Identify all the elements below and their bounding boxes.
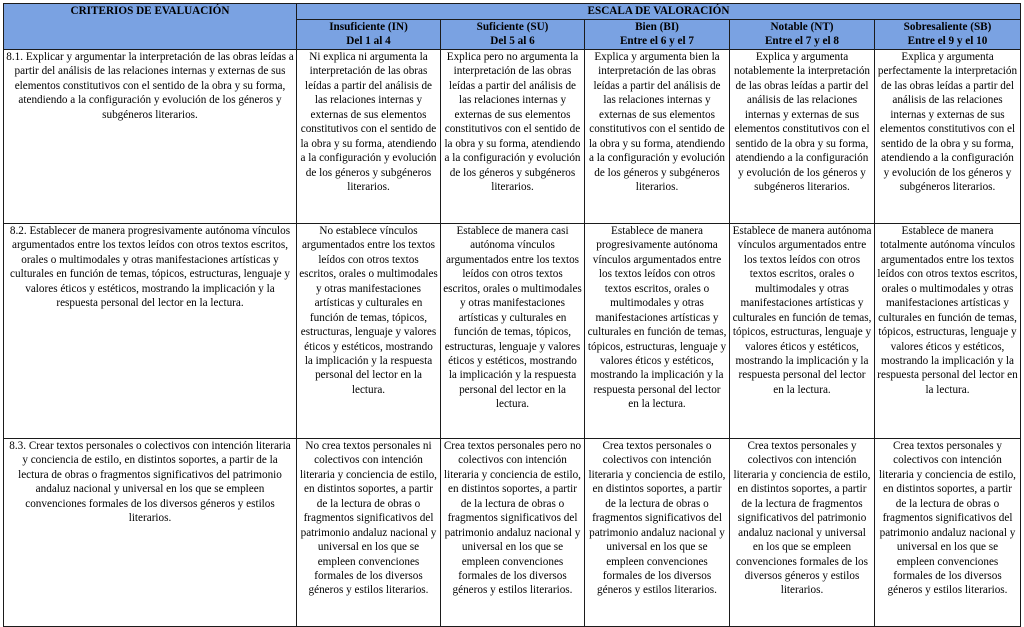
descriptor-cell: Crea textos personales y colectivos con intención literaria y conciencia de estilo, en distintos soportes, a partir de la lectura de obras o fragmentos significativos del patrimonio andaluz nacional y universal en los que se empleen convenciones formales de los diversos géneros y estilos literarios. xyxy=(875,438,1021,626)
descriptor-cell: Explica y argumenta bien la interpretación de las obras leídas a partir del análisis de las relaciones internas y externas de sus elementos constitutivos con el sentido de la obra y su forma, atendiendo a la configuración y evolución de los géneros y subgéneros literarios. xyxy=(585,49,730,223)
descriptor-cell: Crea textos personales y colectivos con intención literaria y conciencia de estilo, en distintos soportes, a partir de la lectura de fragmentos significativos del patrimonio andaluz nacional y universal en los que se empleen convenciones formales de los diversos géneros y estilos literarios. xyxy=(730,438,875,626)
level-header-sobresaliente xyxy=(875,20,1021,50)
table-row xyxy=(4,438,1021,626)
criterion-cell: 8.2. Establecer de manera progresivamente autónoma vínculos argumentados entre los textos leídos con otros textos escritos, orales o multimodales y otras manifestaciones artísticas y culturales en función de temas, tópicos, estructuras, lenguaje y valores éticos y estéticos, mostrando la implicación y la respuesta personal del lector en la lectura. xyxy=(4,223,297,438)
descriptor-cell: Establece de manera autónoma vínculos argumentados entre los textos leídos con otros textos escritos, orales o multimodales y otras manifestaciones artísticas y culturales en función de temas, tópicos, estructuras, lenguaje y valores éticos y estéticos, mostrando la implicación y la respuesta personal del lector en la lectura. xyxy=(730,223,875,438)
criterion-cell: 8.3. Crear textos personales o colectivos con intención literaria y conciencia de estilo, en distintos soportes, a partir de la lectura de obras o fragmentos significativos del patrimonio andaluz nacional y universal en los que se empleen convenciones formales de los diversos géneros y estilos literarios. xyxy=(4,438,297,626)
table-row xyxy=(4,223,1021,438)
descriptor-cell: Explica y argumenta perfectamente la interpretación de las obras leídas a partir del análisis de las relaciones internas y externas de sus elementos constitutivos con el sentido de la obra y su forma, atendiendo a la configuración y evolución de los géneros y subgéneros literarios. xyxy=(875,49,1021,223)
level-range: Entre el 9 y el 10 xyxy=(907,35,988,48)
level-header-insuficiente xyxy=(297,20,441,50)
level-range: Del 5 al 6 xyxy=(490,35,535,48)
table-row xyxy=(4,49,1021,223)
level-range: Del 1 al 4 xyxy=(346,35,391,48)
criteria-column-header: CRITERIOS DE EVALUACIÓN xyxy=(4,4,297,50)
descriptor-cell: Crea textos personales pero no colectivos con intención literaria y conciencia de estilo, en distintos soportes, a partir de la lectura de obras o fragmentos significativos del patrimonio andaluz nacional y universal en los que se empleen convenciones formales de los diversos géneros y estilos literarios. xyxy=(441,438,585,626)
level-header-notable xyxy=(730,20,875,50)
descriptor-cell: Explica pero no argumenta la interpretación de las obras leídas a partir del análisis de las relaciones internas y externas de sus elementos constitutivos con el sentido de la obra y su forma, atendiendo a la configuración y evolución de los géneros y subgéneros literarios. xyxy=(441,49,585,223)
scale-header: ESCALA DE VALORACIÓN xyxy=(297,4,1021,20)
descriptor-cell: Establece de manera casi autónoma vínculos argumentados entre los textos leídos con otros textos escritos, orales o multimodales y otras manifestaciones artísticas y culturales en función de temas, tópicos, estructuras, lenguaje y valores éticos y estéticos, mostrando la implicación y la respuesta personal del lector en la lectura. xyxy=(441,223,585,438)
level-name: Bien (BI) xyxy=(635,21,679,33)
level-header-suficiente xyxy=(441,20,585,50)
descriptor-cell: Crea textos personales o colectivos con intención literaria y conciencia de estilo, en distintos soportes, a partir de la lectura de obras o fragmentos significativos del patrimonio andaluz nacional y universal en los que se empleen convenciones formales de los diversos géneros y estilos literarios. xyxy=(585,438,730,626)
level-name: Insuficiente (IN) xyxy=(329,21,408,33)
descriptor-cell: Establece de manera totalmente autónoma vínculos argumentados entre los textos leídos con otros textos escritos, orales o multimodales y otras manifestaciones artísticas y culturales en función de temas, tópicos, estructuras, lenguaje y valores éticos y estéticos, mostrando la implicación y la respuesta personal del lector en la lectura. xyxy=(875,223,1021,438)
level-name: Sobresaliente (SB) xyxy=(903,21,992,33)
descriptor-cell: No crea textos personales ni colectivos con intención literaria y conciencia de estilo, en distintos soportes, a partir de la lectura de obras o fragmentos significativos del patrimonio andaluz nacional y universal en los que se empleen convenciones formales de los diversos géneros y estilos literarios. xyxy=(297,438,441,626)
descriptor-cell: Ni explica ni argumenta la interpretación de las obras leídas a partir del análisis de las relaciones internas y externas de sus elementos constitutivos con el sentido de la obra y su forma, atendiendo a la configuración y evolución de los géneros y subgéneros literarios. xyxy=(297,49,441,223)
descriptor-cell: Establece de manera progresivamente autónoma vínculos argumentados entre los textos leídos con otros textos escritos, orales o multimodales y otras manifestaciones artísticas y culturales en función de temas, tópicos, estructuras, lenguaje y valores éticos y estéticos, mostrando la implicación y la respuesta personal del lector en la lectura. xyxy=(585,223,730,438)
level-name: Notable (NT) xyxy=(770,21,834,33)
evaluation-rubric-table xyxy=(3,3,1021,627)
level-header-bien xyxy=(585,20,730,50)
descriptor-cell: Explica y argumenta notablemente la interpretación de las obras leídas a partir del análisis de las relaciones internas y externas de sus elementos constitutivos con el sentido de la obra y su forma, atendiendo a la configuración y evolución de los géneros y subgéneros literarios. xyxy=(730,49,875,223)
criterion-cell: 8.1. Explicar y argumentar la interpretación de las obras leídas a partir del análisis de las relaciones internas y externas de sus elementos constitutivos con el sentido de la obra y su forma, atendiendo a la configuración y evolución de los géneros y subgéneros literarios. xyxy=(4,49,297,223)
rubric-document xyxy=(3,3,1021,627)
level-range: Entre el 7 y el 8 xyxy=(764,35,840,48)
descriptor-cell: No establece vínculos argumentados entre los textos leídos con otros textos escritos, orales o multimodales y otras manifestaciones artísticas y culturales en función de temas, tópicos, estructuras, lenguaje y valores éticos y estéticos, mostrando la implicación y la respuesta personal del lector en la lectura. xyxy=(297,223,441,438)
level-range: Entre el 6 y el 7 xyxy=(619,35,695,48)
level-name: Suficiente (SU) xyxy=(476,21,549,33)
